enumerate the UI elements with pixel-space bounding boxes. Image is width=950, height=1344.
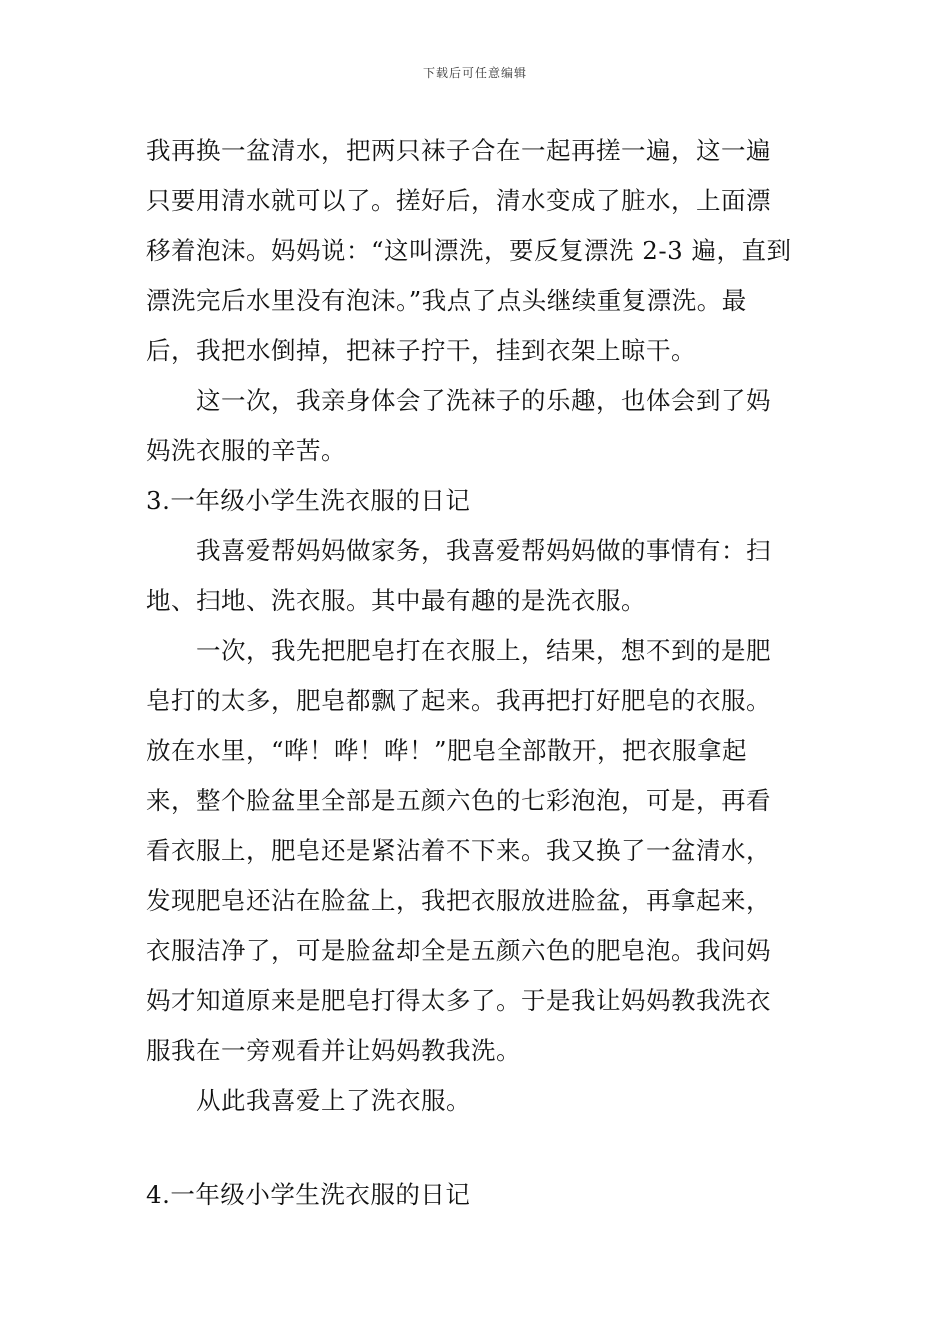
text-line-16: 发现肥皂还沾在脸盆上，我把衣服放进脸盆，再拿起来， xyxy=(146,886,771,915)
text-line-6: 这一次，我亲身体会了洗袜子的乐趣，也体会到了妈 xyxy=(196,386,771,415)
section-heading-3: 3.一年级小学生洗衣服的日记 xyxy=(146,486,471,515)
blank-gap xyxy=(146,1126,810,1170)
text-line-18: 妈才知道原来是肥皂打得太多了。于是我让妈妈教我洗衣 xyxy=(146,986,771,1015)
document-body xyxy=(146,126,810,1220)
text-line-10: 地、扫地、洗衣服。其中最有趣的是洗衣服。 xyxy=(146,586,646,615)
text-line-13: 放在水里，“哗！哗！哗！”肥皂全部散开，把衣服拿起 xyxy=(146,736,748,765)
text-line-1: 我再换一盆清水，把两只袜子合在一起再搓一遍，这一遍 xyxy=(146,136,771,165)
text-line-19: 服我在一旁观看并让妈妈教我洗。 xyxy=(146,1036,521,1065)
text-line-4: 漂洗完后水里没有泡沫。”我点了点头继续重复漂洗。最 xyxy=(146,286,747,315)
page-header: 下载后可任意编辑 xyxy=(422,66,527,80)
text-line-11: 一次，我先把肥皂打在衣服上，结果，想不到的是肥 xyxy=(196,636,771,665)
text-line-5: 后，我把水倒掉，把袜子拧干，挂到衣架上晾干。 xyxy=(146,336,696,365)
text-line-7: 妈洗衣服的辛苦。 xyxy=(146,436,346,465)
text-line-14: 来，整个脸盆里全部是五颜六色的七彩泡泡，可是，再看 xyxy=(146,786,771,815)
text-line-20: 从此我喜爱上了洗衣服。 xyxy=(196,1086,471,1115)
text-line-17: 衣服洁净了，可是脸盆却全是五颜六色的肥皂泡。我问妈 xyxy=(146,936,771,965)
text-line-2: 只要用清水就可以了。搓好后，清水变成了脏水，上面漂 xyxy=(146,186,771,215)
text-line-15: 看衣服上，肥皂还是紧沾着不下来。我又换了一盆清水， xyxy=(146,836,771,865)
text-line-9: 我喜爱帮妈妈做家务，我喜爱帮妈妈做的事情有：扫 xyxy=(196,536,771,565)
text-line-3: 移着泡沫。妈妈说：“这叫漂洗，要反复漂洗 2-3 遍，直到 xyxy=(146,236,792,265)
section-heading-4: 4.一年级小学生洗衣服的日记 xyxy=(146,1180,471,1209)
text-line-12: 皂打的太多，肥皂都飘了起来。我再把打好肥皂的衣服。 xyxy=(146,686,771,715)
